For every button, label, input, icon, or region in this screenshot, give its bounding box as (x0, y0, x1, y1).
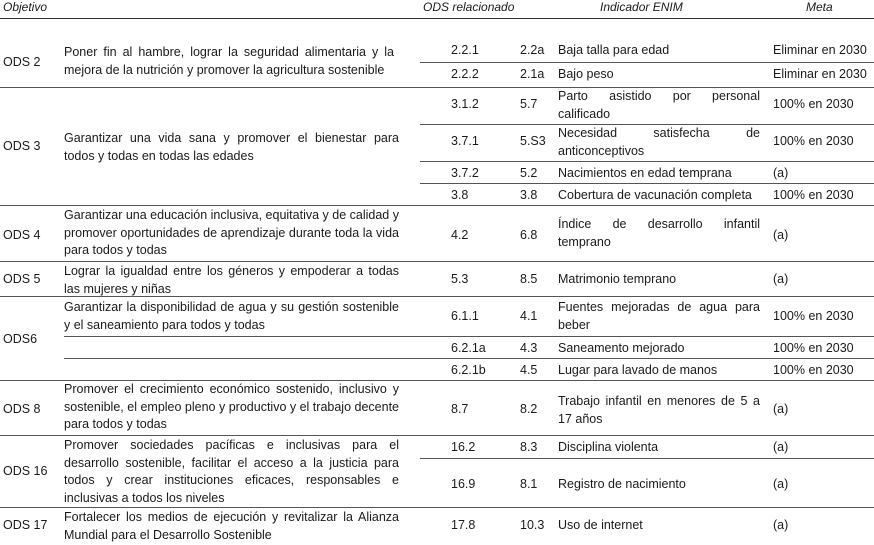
indicator-name: Índice de desarrollo infantil temprano (558, 217, 760, 249)
row-objective: Promover el crecimiento económico sostenido, inclusivo y sostenible, el empleo pleno y productivo y el trabajo decente para todos y todas (64, 382, 399, 431)
ods-number: 4.2 (451, 228, 469, 242)
indicator-name: Necesidad satisfecha de anticonceptivos (558, 126, 760, 158)
indicator-name: Fuentes mejoradas de agua para beber (558, 300, 760, 332)
meta-value: (a) (773, 402, 789, 416)
row-objective: Fortalecer los medios de ejecución y revitalizar la Alianza Mundial para el Desarrollo Sostenible (64, 510, 399, 542)
ods-number: 3.7.1 (451, 134, 479, 148)
ods-number: 16.2 (451, 440, 476, 454)
ods-number: 3.8 (451, 188, 469, 202)
row-code: ODS 8 (3, 402, 41, 416)
ods-number: 17.8 (451, 518, 476, 532)
meta-value: (a) (773, 477, 789, 491)
header-objetivo: Objetivo (3, 0, 48, 14)
row-code: ODS 5 (3, 272, 41, 286)
row-rule (0, 205, 874, 206)
enim-number: 8.2 (520, 402, 538, 416)
indicator-name: Trabajo infantil en menores de 5 a 17 años (558, 394, 760, 426)
meta-value: (a) (773, 166, 789, 180)
enim-number: 3.8 (520, 188, 538, 202)
meta-value: Eliminar en 2030 (773, 67, 867, 81)
enim-number: 8.3 (520, 440, 538, 454)
enim-number: 5.2 (520, 166, 538, 180)
enim-number: 4.1 (520, 309, 538, 323)
item-rule (420, 183, 874, 184)
row-rule (0, 261, 874, 262)
row-rule (0, 507, 874, 508)
enim-number: 6.8 (520, 228, 538, 242)
meta-value: 100% en 2030 (773, 363, 854, 377)
row-objective: Poner fin al hambre, lograr la seguridad alimentaria y la mejora de la nutrición y promover la agricultura sostenible (64, 45, 394, 77)
enim-number: 2.2a (520, 43, 545, 57)
enim-number: 4.3 (520, 341, 538, 355)
header-rule (0, 18, 874, 19)
meta-value: Eliminar en 2030 (773, 43, 867, 57)
row-code: ODS6 (3, 332, 38, 346)
indicator-name: Parto asistido por personal calificado (558, 89, 760, 121)
header-ods-relacionado: ODS relacionado (423, 0, 515, 14)
meta-value: (a) (773, 272, 789, 286)
meta-value: 100% en 2030 (773, 97, 854, 111)
ods-number: 6.1.1 (451, 309, 479, 323)
row-code: ODS 4 (3, 228, 41, 242)
ods-number: 6.2.1a (451, 341, 486, 355)
header-meta: Meta (806, 0, 833, 14)
row-rule (0, 296, 874, 297)
meta-value: 100% en 2030 (773, 341, 854, 355)
indicator-name: Nacimientos en edad temprana (558, 166, 732, 180)
enim-number: 5.S3 (520, 134, 546, 148)
enim-number: 8.1 (520, 477, 538, 491)
ods-number: 3.7.2 (451, 166, 479, 180)
meta-value: (a) (773, 440, 789, 454)
row-code: ODS 17 (3, 518, 48, 532)
row-code: ODS 3 (3, 139, 41, 153)
ods-number: 3.1.2 (451, 97, 479, 111)
enim-number: 5.7 (520, 97, 538, 111)
enim-number: 8.5 (520, 272, 538, 286)
ods-number: 5.3 (451, 272, 469, 286)
row-rule (0, 435, 874, 436)
indicator-name: Bajo peso (558, 67, 614, 81)
ods-number: 2.2.1 (451, 43, 479, 57)
enim-number: 2.1a (520, 67, 545, 81)
ods-number: 16.9 (451, 477, 476, 491)
item-rule (420, 161, 874, 162)
ods-number: 2.2.2 (451, 67, 479, 81)
header-indicador-enim: Indicador ENIM (600, 0, 683, 14)
indicator-name: Lugar para lavado de manos (558, 363, 718, 377)
meta-value: (a) (773, 228, 789, 242)
row-objective: Garantizar la disponibilidad de agua y su gestión sostenible y el saneamiento para todos y todas (64, 300, 399, 332)
ods-number: 8.7 (451, 402, 469, 416)
meta-value: 100% en 2030 (773, 309, 854, 323)
row-code: ODS 2 (3, 55, 41, 69)
indicator-name: Baja talla para edad (558, 43, 670, 57)
item-rule (64, 358, 874, 359)
indicator-name: Disciplina violenta (558, 440, 659, 454)
enim-number: 4.5 (520, 363, 538, 377)
row-objective: Garantizar una educación inclusiva, equitativa y de calidad y promover oportunidades de aprendizaje durante toda la vida para todos y todas (64, 208, 399, 257)
row-objective: Lograr la igualdad entre los géneros y empoderar a todas las mujeres y niñas (64, 264, 399, 296)
item-rule (64, 336, 874, 337)
indicator-name: Registro de nacimiento (558, 477, 686, 491)
ods-number: 6.2.1b (451, 363, 486, 377)
enim-number: 10.3 (520, 518, 545, 532)
row-objective: Garantizar una vida sana y promover el bienestar para todos y todas en todas las edades (64, 131, 399, 163)
row-code: ODS 16 (3, 464, 48, 478)
meta-value: 100% en 2030 (773, 188, 854, 202)
indicator-name: Saneamento mejorado (558, 341, 685, 355)
indicator-name: Cobertura de vacunación completa (558, 188, 752, 202)
item-rule (420, 458, 874, 459)
meta-value: (a) (773, 518, 789, 532)
meta-value: 100% en 2030 (773, 134, 854, 148)
item-rule (420, 62, 874, 63)
indicator-name: Matrimonio temprano (558, 272, 677, 286)
row-objective: Promover sociedades pacíficas e inclusivas para el desarrollo sostenible, facilitar el acceso a la justicia para todos y crear instituciones eficaces, responsables e inclusivas a todos los niveles (64, 438, 399, 505)
indicator-name: Uso de internet (558, 518, 643, 532)
